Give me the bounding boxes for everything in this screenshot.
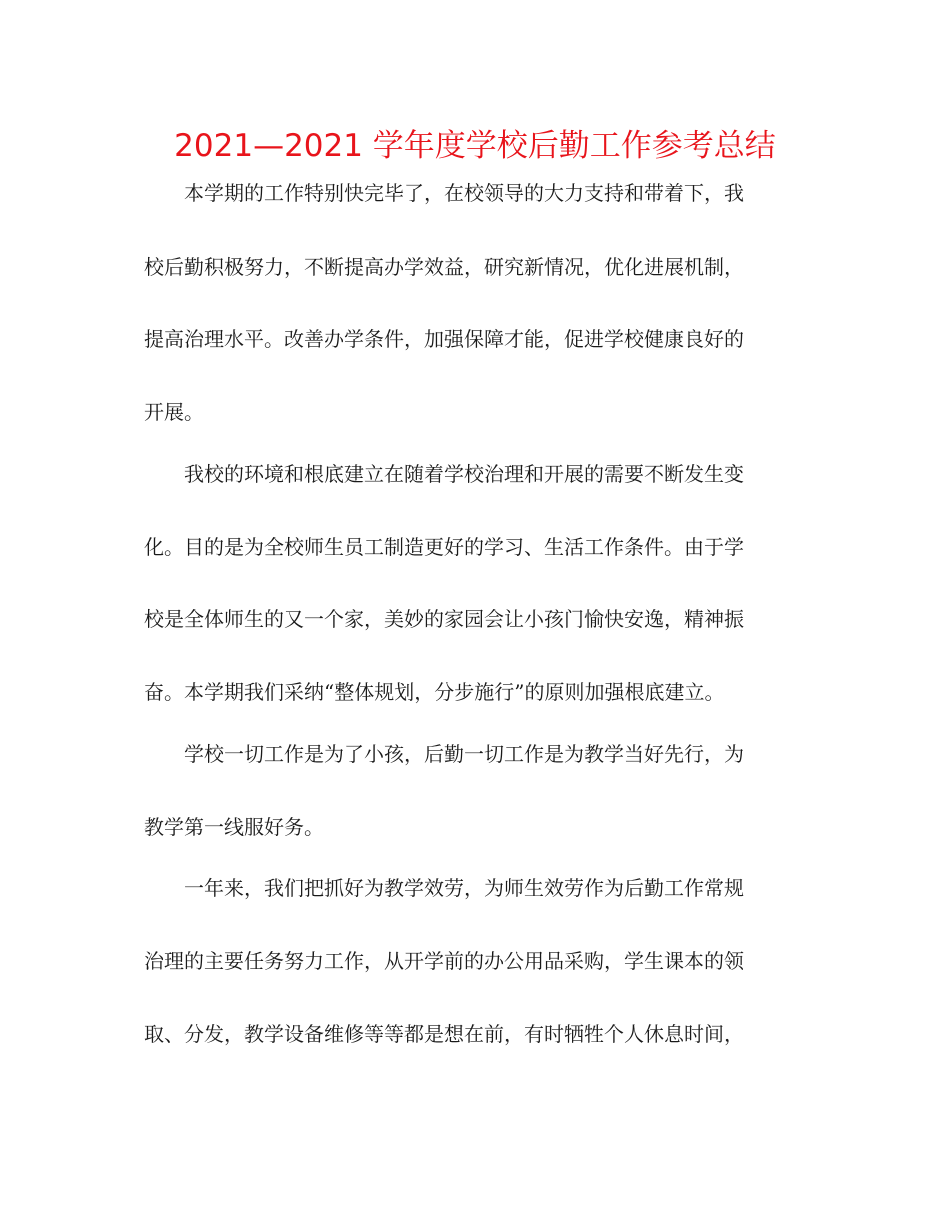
text-line: 取、分发，教学设备维修等等都是想在前，有时牺牲个人休息时间， bbox=[144, 1022, 744, 1046]
text-line: 提高治理水平。改善办学条件，加强保障才能，促进学校健康良好的 bbox=[144, 327, 744, 351]
text-line: 我校的环境和根底建立在随着学校治理和开展的需要不断发生变 bbox=[144, 462, 744, 486]
text-line: 奋。本学期我们采纳“整体规划，分步施行”的原则加强根底建立。 bbox=[144, 680, 725, 704]
text-line: 治理的主要任务努力工作，从开学前的办公用品采购，学生课本的领 bbox=[144, 949, 744, 973]
text-line: 化。目的是为全校师生员工制造更好的学习、生活工作条件。由于学 bbox=[144, 535, 744, 559]
text-line: 开展。 bbox=[144, 400, 204, 424]
text-line: 校是全体师生的又一个家，美妙的家园会让小孩门愉快安逸，精神振 bbox=[144, 607, 744, 631]
text-line: 一年来，我们把抓好为教学效劳，为师生效劳作为后勤工作常规 bbox=[144, 876, 744, 900]
text-line: 教学第一线服好务。 bbox=[144, 815, 324, 839]
document-title: 2021—2021 学年度学校后勤工作参考总结 bbox=[174, 128, 776, 164]
text-line: 本学期的工作特别快完毕了，在校领导的大力支持和带着下，我 bbox=[144, 181, 744, 205]
text-line: 学校一切工作是为了小孩，后勤一切工作是为教学当好先行，为 bbox=[144, 742, 744, 766]
text-line: 校后勤积极努力，不断提高办学效益，研究新情况，优化进展机制， bbox=[144, 255, 744, 279]
